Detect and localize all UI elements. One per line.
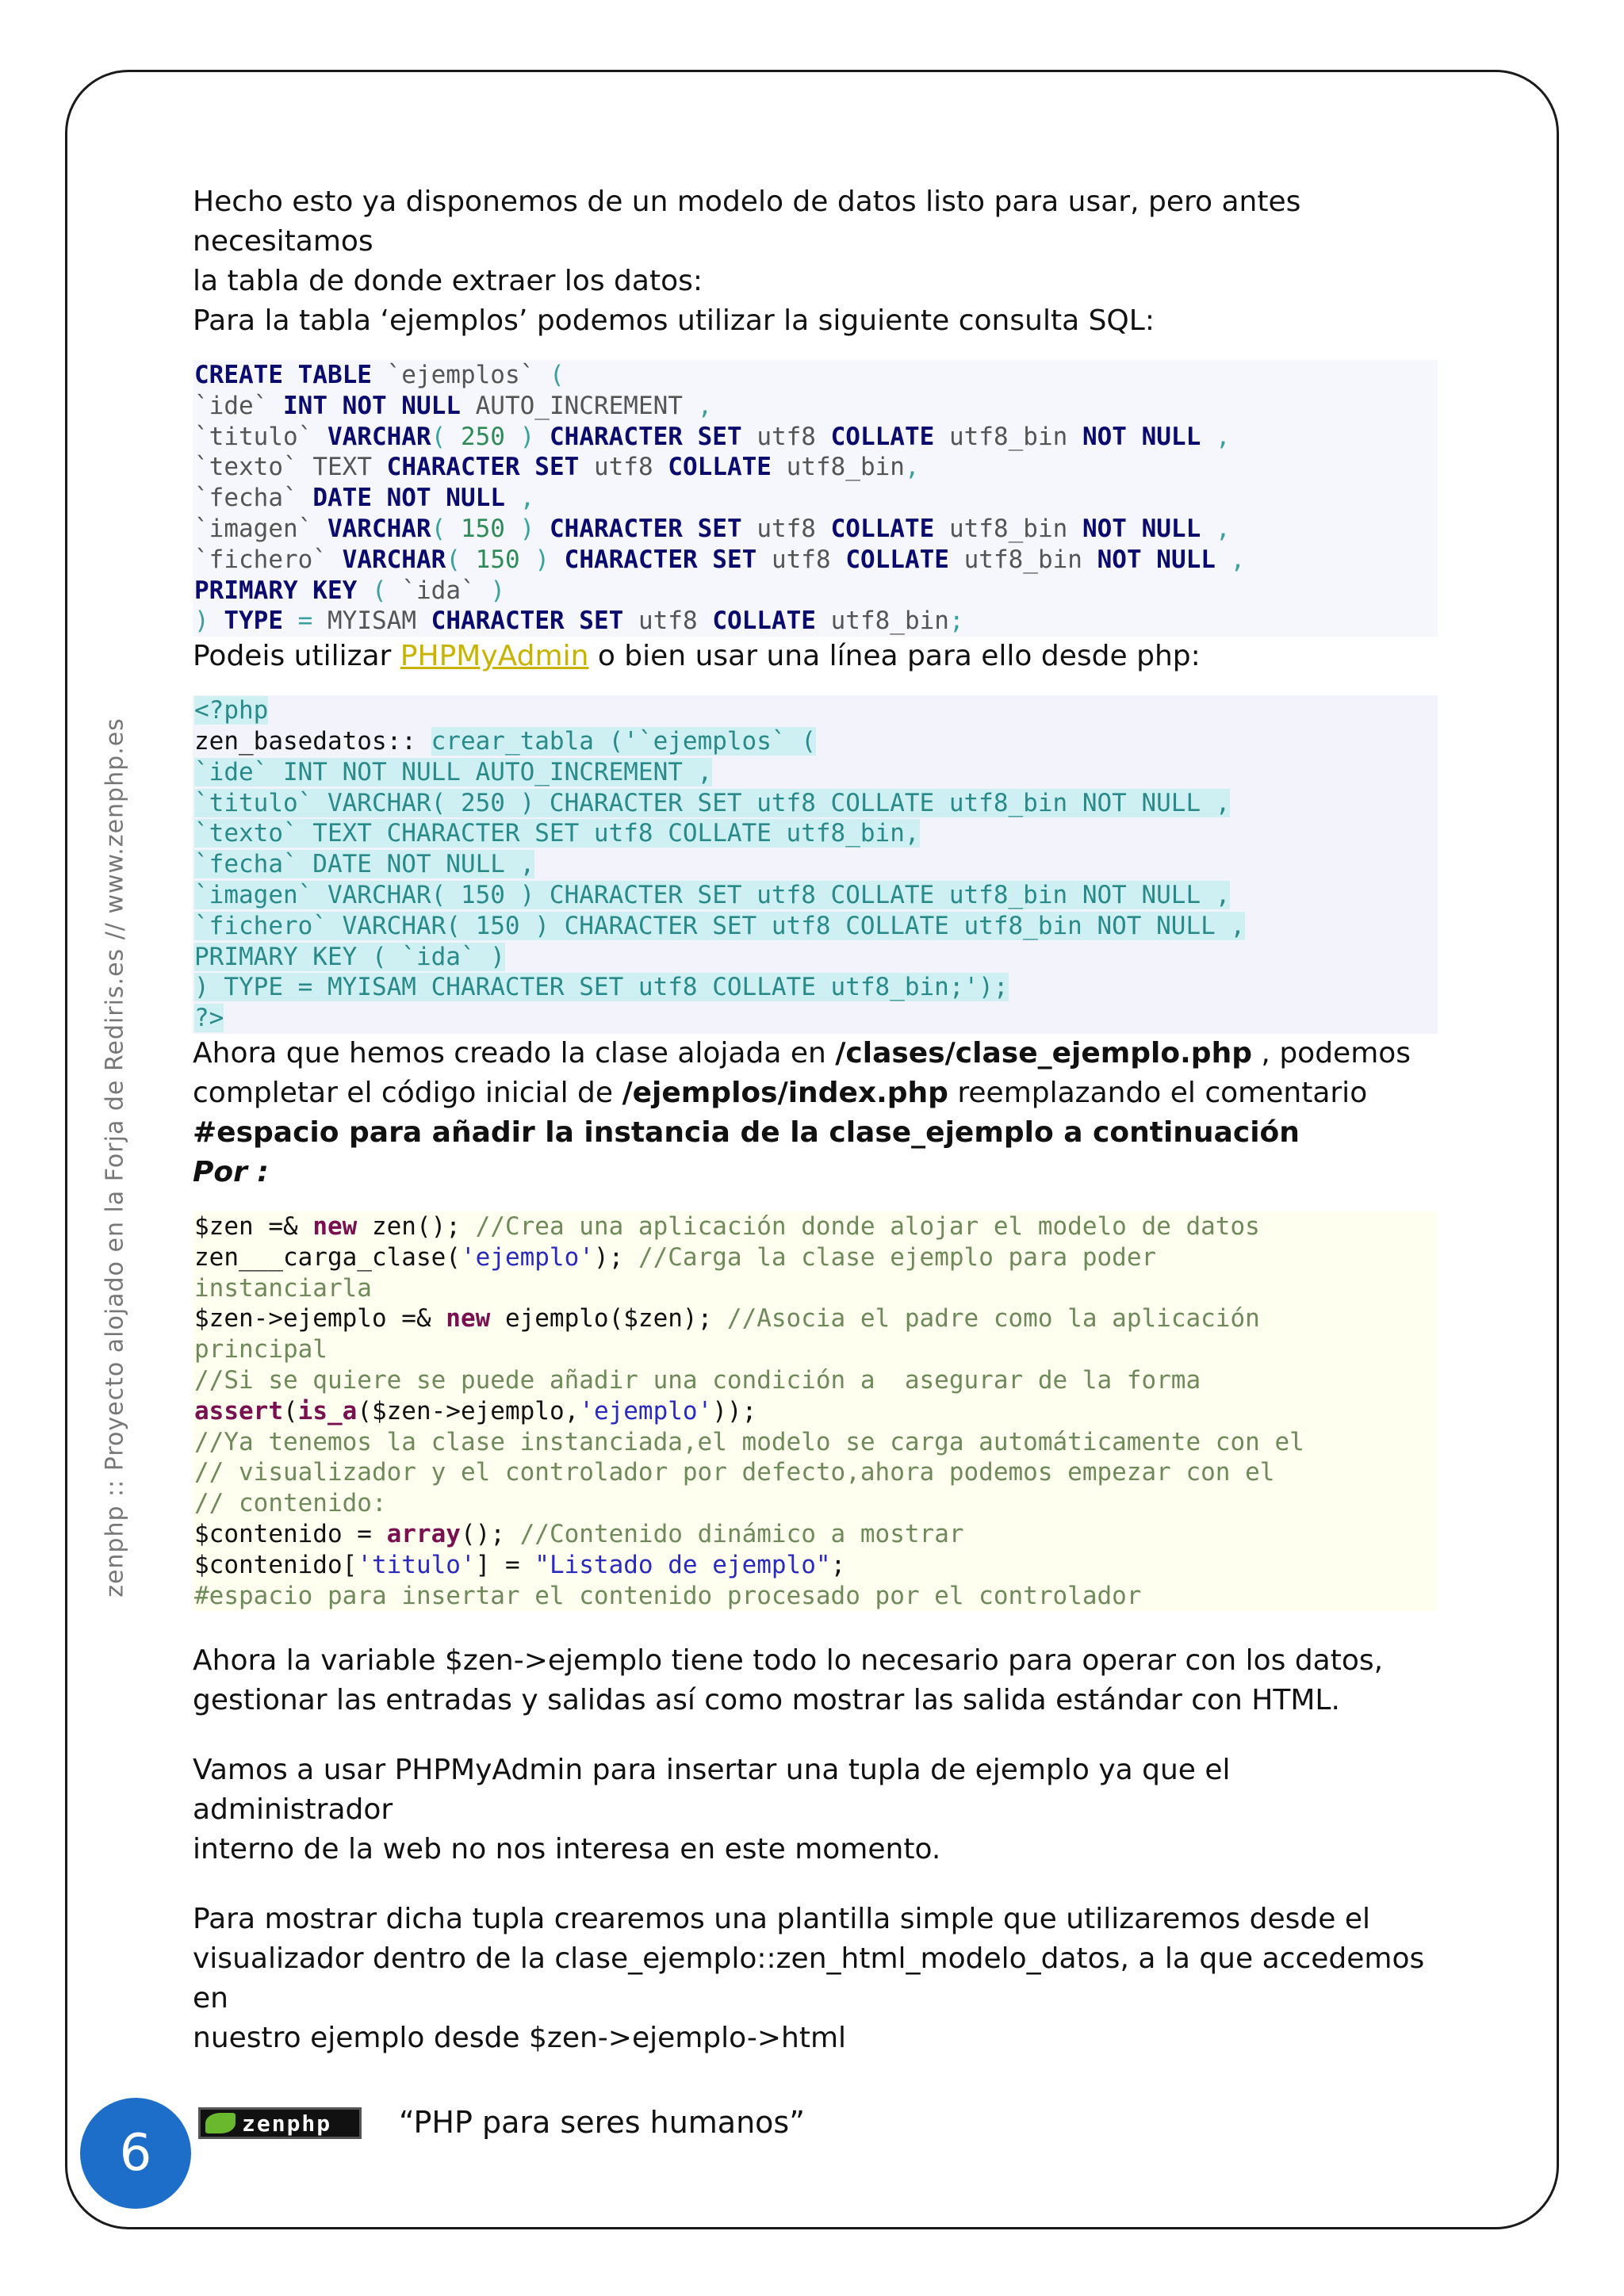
intro-line-1: Hecho esto ya disponemos de un modelo de datos listo para usar, pero antes necesitamos: [193, 186, 1301, 258]
page-number: 6: [80, 2098, 191, 2209]
zen-code-block: $zen =& new zen(); //Crea una aplicación donde alojar el modelo de datos zen___carga_clase('ejemplo'); //Carga la clase ejemplo para poder instanciarla $zen->ejemplo =& new ejemplo($zen); //Asocia el padre como la aplicación principal //Si se quiere se puede añadir una condición a asegurar de la forma assert(is_a($zen->ejemplo,'ejemplo')); //Ya tenemos la clase instanciada,el modelo se carga automáticamente con el // visualizador y el controlador por defecto,ahora podemos empezar con el // contenido: $contenido = array(); //Contenido dinámico a mostrar $contenido['titulo'] = "Listado de ejemplo"; #espacio para insertar el contenido procesado por el controlador: [193, 1211, 1438, 1611]
para2-line-2: gestionar las entradas y salidas así como mostrar las salida estándar con HTML.: [193, 1684, 1340, 1717]
ahora-line-4: Por :: [193, 1155, 269, 1188]
logo-text: zenphp: [242, 2110, 332, 2137]
para3-line-2: interno de la web no nos interesa en este momento.: [193, 1833, 941, 1866]
para4-line-1: Para mostrar dicha tupla crearemos una plantilla simple que utilizaremos desde el: [193, 1903, 1370, 1936]
side-caption: zenphp :: Proyecto alojado en la Forja de Rediris.es // www.zenphp.es: [101, 718, 129, 1598]
leaf-icon: [205, 2113, 236, 2133]
phpmyadmin-link[interactable]: PHPMyAdmin: [400, 640, 589, 673]
slogan: “PHP para seres humanos”: [399, 2105, 805, 2140]
ahora-line-3: #espacio para añadir la instancia de la clase_ejemplo a continuación: [193, 1115, 1300, 1149]
ahora-line-2: completar el código inicial de /ejemplos/index.php reemplazando el comentario: [193, 1076, 1368, 1109]
para4-line-3: nuestro ejemplo desde $zen->ejemplo->html: [193, 2022, 847, 2055]
php-code-block: <?php zen_basedatos:: crear_tabla ('`ejemplos` ( `ide` INT NOT NULL AUTO_INCREMENT , `titulo` VARCHAR( 250 ) CHARACTER SET utf8 COLLATE utf8_bin NOT NULL , `texto` TEXT CHARACTER SET utf8 COLLATE utf8_bin, `fecha` DATE NOT NULL , `imagen` VARCHAR( 150 ) CHARACTER SET utf8 COLLATE utf8_bin NOT NULL , `fichero` VARCHAR( 150 ) CHARACTER SET utf8 COLLATE utf8_bin NOT NULL , PRIMARY KEY ( `ida` ) ) TYPE = MYISAM CHARACTER SET utf8 COLLATE utf8_bin;'); ?>: [193, 695, 1438, 1034]
php-intro: Podeis utilizar PHPMyAdmin o bien usar una línea para ello desde php:: [193, 640, 1201, 673]
intro-line-2: la tabla de donde extraer los datos:: [193, 265, 703, 297]
para3-line-1: Vamos a usar PHPMyAdmin para insertar una tupla de ejemplo ya que el administrador: [193, 1754, 1231, 1827]
zenphp-logo: [198, 2107, 362, 2139]
ahora-line-1: Ahora que hemos creado la clase alojada en /clases/clase_ejemplo.php , podemos: [193, 1036, 1411, 1070]
page-content: [193, 182, 1438, 2058]
para4-line-2: visualizador dentro de la clase_ejemplo::zen_html_modelo_datos, a la que accedemos en: [193, 1942, 1425, 2015]
para2-line-1: Ahora la variable $zen->ejemplo tiene todo lo necesario para operar con los datos,: [193, 1644, 1384, 1678]
sql-code-block: CREATE TABLE `ejemplos` ( `ide` INT NOT NULL AUTO_INCREMENT , `titulo` VARCHAR( 250 ) CHARACTER SET utf8 COLLATE utf8_bin NOT NULL , `texto` TEXT CHARACTER SET utf8 COLLATE utf8_bin, `fecha` DATE NOT NULL , `imagen` VARCHAR( 150 ) CHARACTER SET utf8 COLLATE utf8_bin NOT NULL , `fichero` VARCHAR( 150 ) CHARACTER SET utf8 COLLATE utf8_bin NOT NULL , PRIMARY KEY ( `ida` ) ) TYPE = MYISAM CHARACTER SET utf8 COLLATE utf8_bin;: [193, 360, 1438, 637]
intro-line-3: Para la tabla ‘ejemplos’ podemos utilizar la siguiente consulta SQL:: [193, 304, 1155, 337]
